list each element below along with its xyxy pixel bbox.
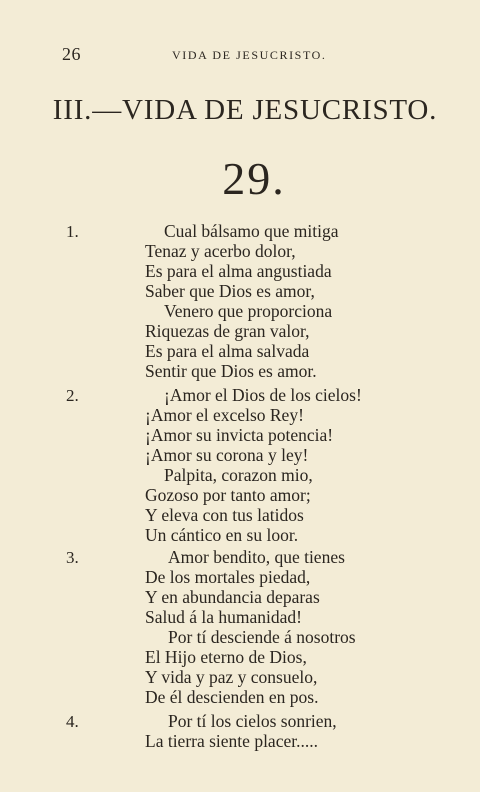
page-number: 26 <box>62 44 81 64</box>
verse-line: Es para el alma salvada <box>145 341 310 361</box>
verse-line: La tierra siente placer..... <box>145 731 318 751</box>
verse-line: De él descienden en pos. <box>145 687 319 707</box>
verse-line: Y vida y paz y consuelo, <box>145 667 318 687</box>
verse-line: Palpita, corazon mio, <box>164 465 313 485</box>
verse-line: ¡Amor su invicta potencia! <box>145 425 334 445</box>
verse-line: Amor bendito, que tienes <box>168 547 345 567</box>
verse-line: Sentir que Dios es amor. <box>145 361 317 381</box>
stanza-number: 3. <box>66 548 79 567</box>
verse-line: Gozoso por tanto amor; <box>145 485 311 505</box>
verse-line: Tenaz y acerbo dolor, <box>145 241 296 261</box>
hymn-number: 29. <box>222 153 286 204</box>
verse-line: Venero que proporciona <box>164 301 333 321</box>
verse-line: El Hijo eterno de Dios, <box>145 647 307 667</box>
verse-line: Saber que Dios es amor, <box>145 281 315 301</box>
verse-line: De los mortales piedad, <box>145 567 311 587</box>
stanza-number: 1. <box>66 222 79 241</box>
running-head <box>0 44 480 68</box>
verse-line: ¡Amor el Dios de los cielos! <box>164 385 362 405</box>
verse-line: Riquezas de gran valor, <box>145 321 310 341</box>
stanza-number: 4. <box>66 712 79 731</box>
running-title: VIDA DE JESUCRISTO. <box>172 48 327 62</box>
verse-line: Un cántico en su loor. <box>145 525 299 545</box>
verse-line: Salud á la humanidad! <box>145 607 302 627</box>
verse-line: Cual bálsamo que mitiga <box>164 221 339 241</box>
verse-line: Por tí desciende á nosotros <box>168 627 356 647</box>
verse-line: Es para el alma angustiada <box>145 261 332 281</box>
verse-line: ¡Amor el excelso Rey! <box>145 405 304 425</box>
stanza-number: 2. <box>66 386 79 405</box>
verse-line: Y eleva con tus latidos <box>145 505 304 525</box>
verse-line: Por tí los cielos sonrien, <box>168 711 337 731</box>
verse-line: ¡Amor su corona y ley! <box>145 445 309 465</box>
section-title: III.—VIDA DE JESUCRISTO. <box>52 94 438 126</box>
verse-line: Y en abundancia deparas <box>145 587 320 607</box>
